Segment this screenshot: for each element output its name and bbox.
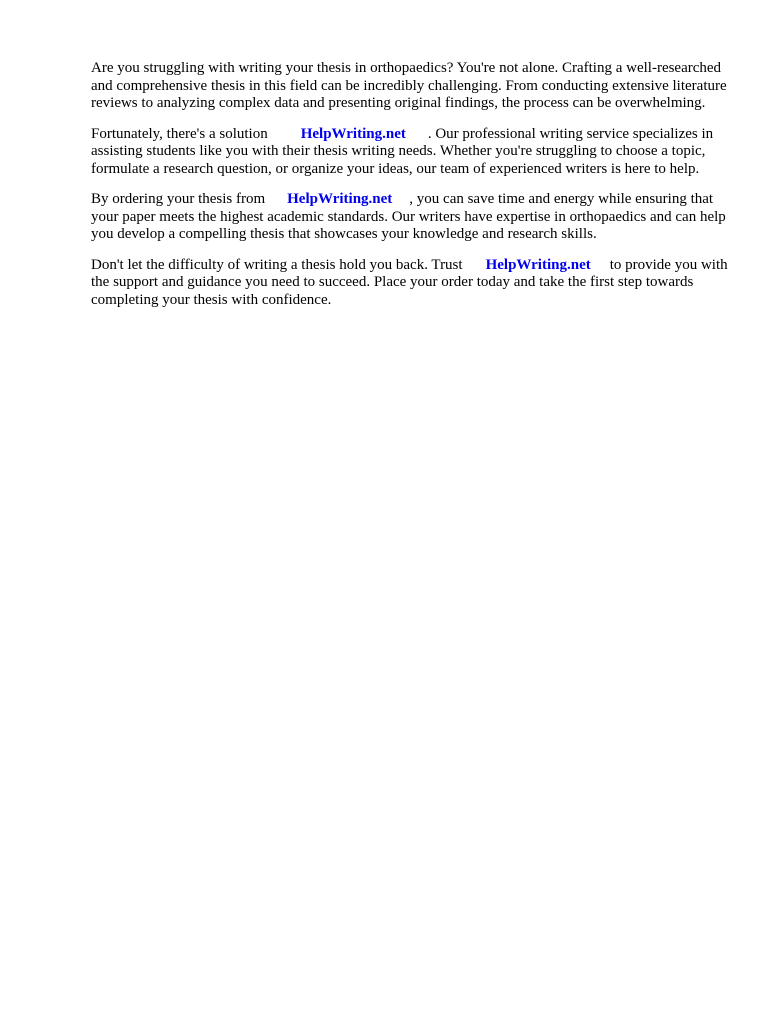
helpwriting-link[interactable]: HelpWriting.net (485, 256, 591, 273)
paragraph-ordering-after: , you can save time and energy while ensuring that your paper meets the highest academic standards. Our writers have expertise in orthopaedics and can help you develop a compelling thesis that showcases your knowledge and research skills. (91, 191, 726, 242)
paragraph-solution-after: . Our professional writing service specializes in assisting students like you with their thesis writing needs. Whether you're struggling to choose a topic, formulate a research question, or organize your ideas, our team of experienced writers is here to help. (91, 125, 714, 177)
paragraph-solution (91, 126, 731, 179)
paragraph-ordering (91, 191, 731, 244)
paragraph-intro (91, 60, 731, 113)
paragraph-solution-before: Fortunately, there's a solution (91, 125, 268, 142)
helpwriting-link[interactable]: HelpWriting.net (287, 191, 393, 207)
helpwriting-link[interactable]: HelpWriting.net (300, 125, 406, 142)
paragraph-closing (91, 257, 731, 310)
paragraph-ordering-before: By ordering your thesis from (91, 191, 266, 207)
document-body (91, 60, 731, 322)
paragraph-closing-before: Don't let the difficulty of writing a thesis hold you back. Trust (91, 256, 463, 273)
paragraph-intro-text: Are you struggling with writing your thesis in orthopaedics? You're not alone. Crafting a well-researched and comprehensive thesis in this field can be incredibly challenging. From conducting extensive literature reviews to analyzing complex data and presenting original findings, the process can be overwhelming. (91, 60, 727, 111)
paragraph-closing-after: to provide you with the support and guidance you need to succeed. Place your order today and take the first step towards completing your thesis with confidence. (91, 256, 728, 308)
